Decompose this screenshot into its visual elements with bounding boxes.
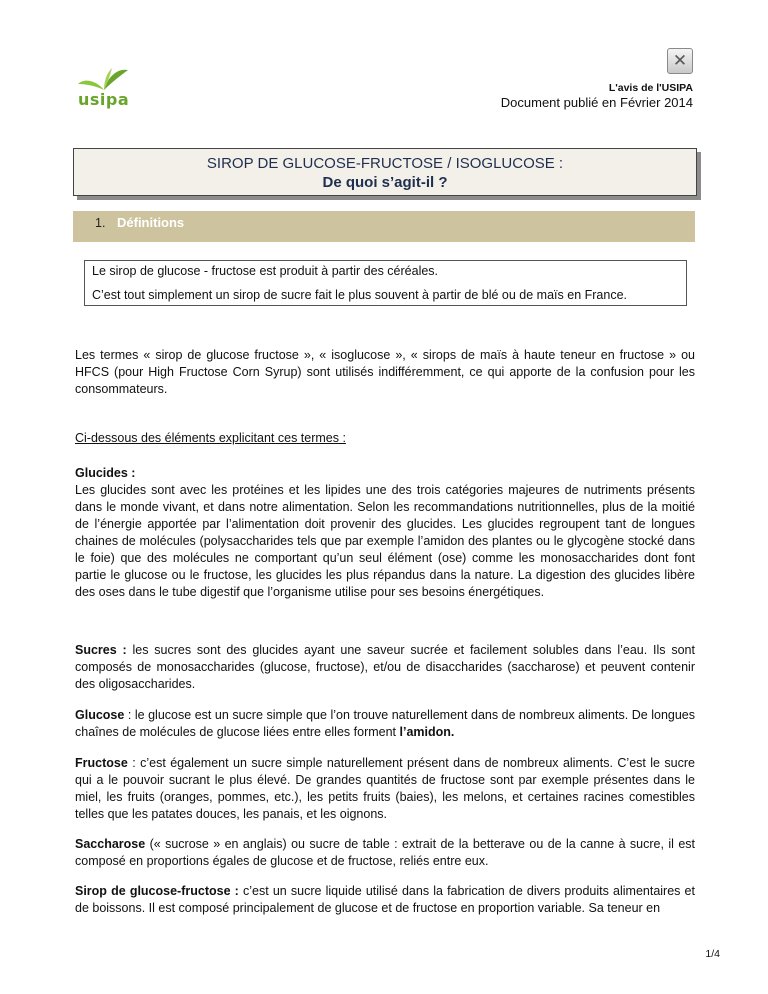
close-x-icon: ✕	[672, 50, 688, 71]
sirop-label: Sirop de glucose-fructose :	[75, 884, 239, 898]
glucose-text: : le glucose est un sucre simple que l’on trouve naturellement dans de nombreux aliments. De longues chaînes de molécules de glucose liées entre elles forment	[75, 708, 695, 739]
fructose-paragraph	[75, 755, 695, 823]
subheading: Ci-dessous des éléments explicitant ces termes :	[75, 431, 346, 445]
saccharose-label: Saccharose	[75, 837, 146, 851]
sucres-paragraph	[75, 642, 695, 693]
sucres-label: Sucres :	[75, 643, 127, 657]
glucides-text: Les glucides sont avec les protéines et les lipides une des trois catégories majeures de nutriments présents dans le monde vivant, et dans notre alimentation. Selon les recommandations nutritionnelles, plus de la moitié de l’énergie apportée par l’alimentation doit provenir des glucides. Les glucides regroupent tant de longues chaines de molécules (polysaccharides tels que par exemple l’amidon des plantes ou le glycogène stocké dans le foie) que des molécules ne comportant qu’un seul élément (ose) comme les monosaccharides dont font partie le glucose ou le fructose, les glucides les plus répandus dans la nature. La digestion des glucides libère des oses dans le tube digestif que l’organisme utilise pour ses besoins énergétiques.	[75, 483, 695, 599]
header-avis: L'avis de l'USIPA	[608, 82, 693, 94]
definition-line-1: Le sirop de glucose - fructose est produit à partir des céréales.	[92, 264, 439, 278]
close-button[interactable]	[667, 48, 693, 74]
section-title: Définitions	[117, 215, 185, 230]
glucose-bold: l’amidon.	[399, 725, 455, 739]
sirop-text: c’est un sucre liquide utilisé dans la fabrication de divers produits alimentaires et de boissons. Il est composé principalement de glucose et de fructose en proportion variable. Sa teneur en	[75, 884, 695, 915]
saccharose-paragraph	[75, 836, 695, 870]
fructose-text: : c’est également un sucre simple naturellement présent dans de nombreux aliments. C’est le sucre qui a le pouvoir sucrant le plus élevé. De grandes quantités de fructose sont par exemple présentes dans le miel, les fruits (oranges, pommes, etc.), les petits fruits (baies), les melons, et certaines racines comestibles telles que les patates douces, les panais, et les oignons.	[75, 756, 695, 821]
fructose-label: Fructose	[75, 756, 128, 770]
saccharose-text: (« sucrose » en anglais) ou sucre de table : extrait de la betterave ou de la canne à sucre, il est composé en proportions égales de glucose et de fructose, reliés entre eux.	[75, 837, 695, 868]
sucres-text: les sucres sont des glucides ayant une saveur sucrée et facilement solubles dans l’eau. Ils sont composés de monosaccharides (glucose, fructose), et/ou de disaccharides (saccharose) et peuvent contenir des oligosaccharides.	[75, 643, 695, 691]
document-title-box	[73, 148, 697, 196]
definition-box	[84, 260, 687, 306]
document-title-line1: SIROP DE GLUCOSE-FRUCTOSE / ISOGLUCOSE :	[206, 155, 564, 172]
document-title-line2: De quoi s’agit-il ?	[322, 174, 448, 191]
sirop-paragraph	[75, 883, 695, 917]
header-published-date: Document publié en Février 2014	[500, 95, 693, 110]
definition-line-2: C’est tout simplement un sirop de sucre fait le plus souvent à partir de blé ou de maïs en France.	[92, 288, 627, 302]
page-number: 1/4	[705, 948, 720, 960]
glucides-label: Glucides :	[75, 466, 136, 480]
glucose-label: Glucose	[75, 708, 125, 722]
glucose-paragraph	[75, 707, 695, 741]
section-number: 1.	[95, 216, 106, 230]
glucides-paragraph	[75, 465, 695, 601]
intro-paragraph: Les termes « sirop de glucose fructose », « isoglucose », « sirops de maïs à haute teneur en fructose » ou HFCS (pour High Fructose Corn Syrup) sont utilisés indifféremment, ce qui apporte de la confusion pour les consommateurs.	[75, 348, 695, 396]
logo-text: usipa	[78, 90, 130, 109]
